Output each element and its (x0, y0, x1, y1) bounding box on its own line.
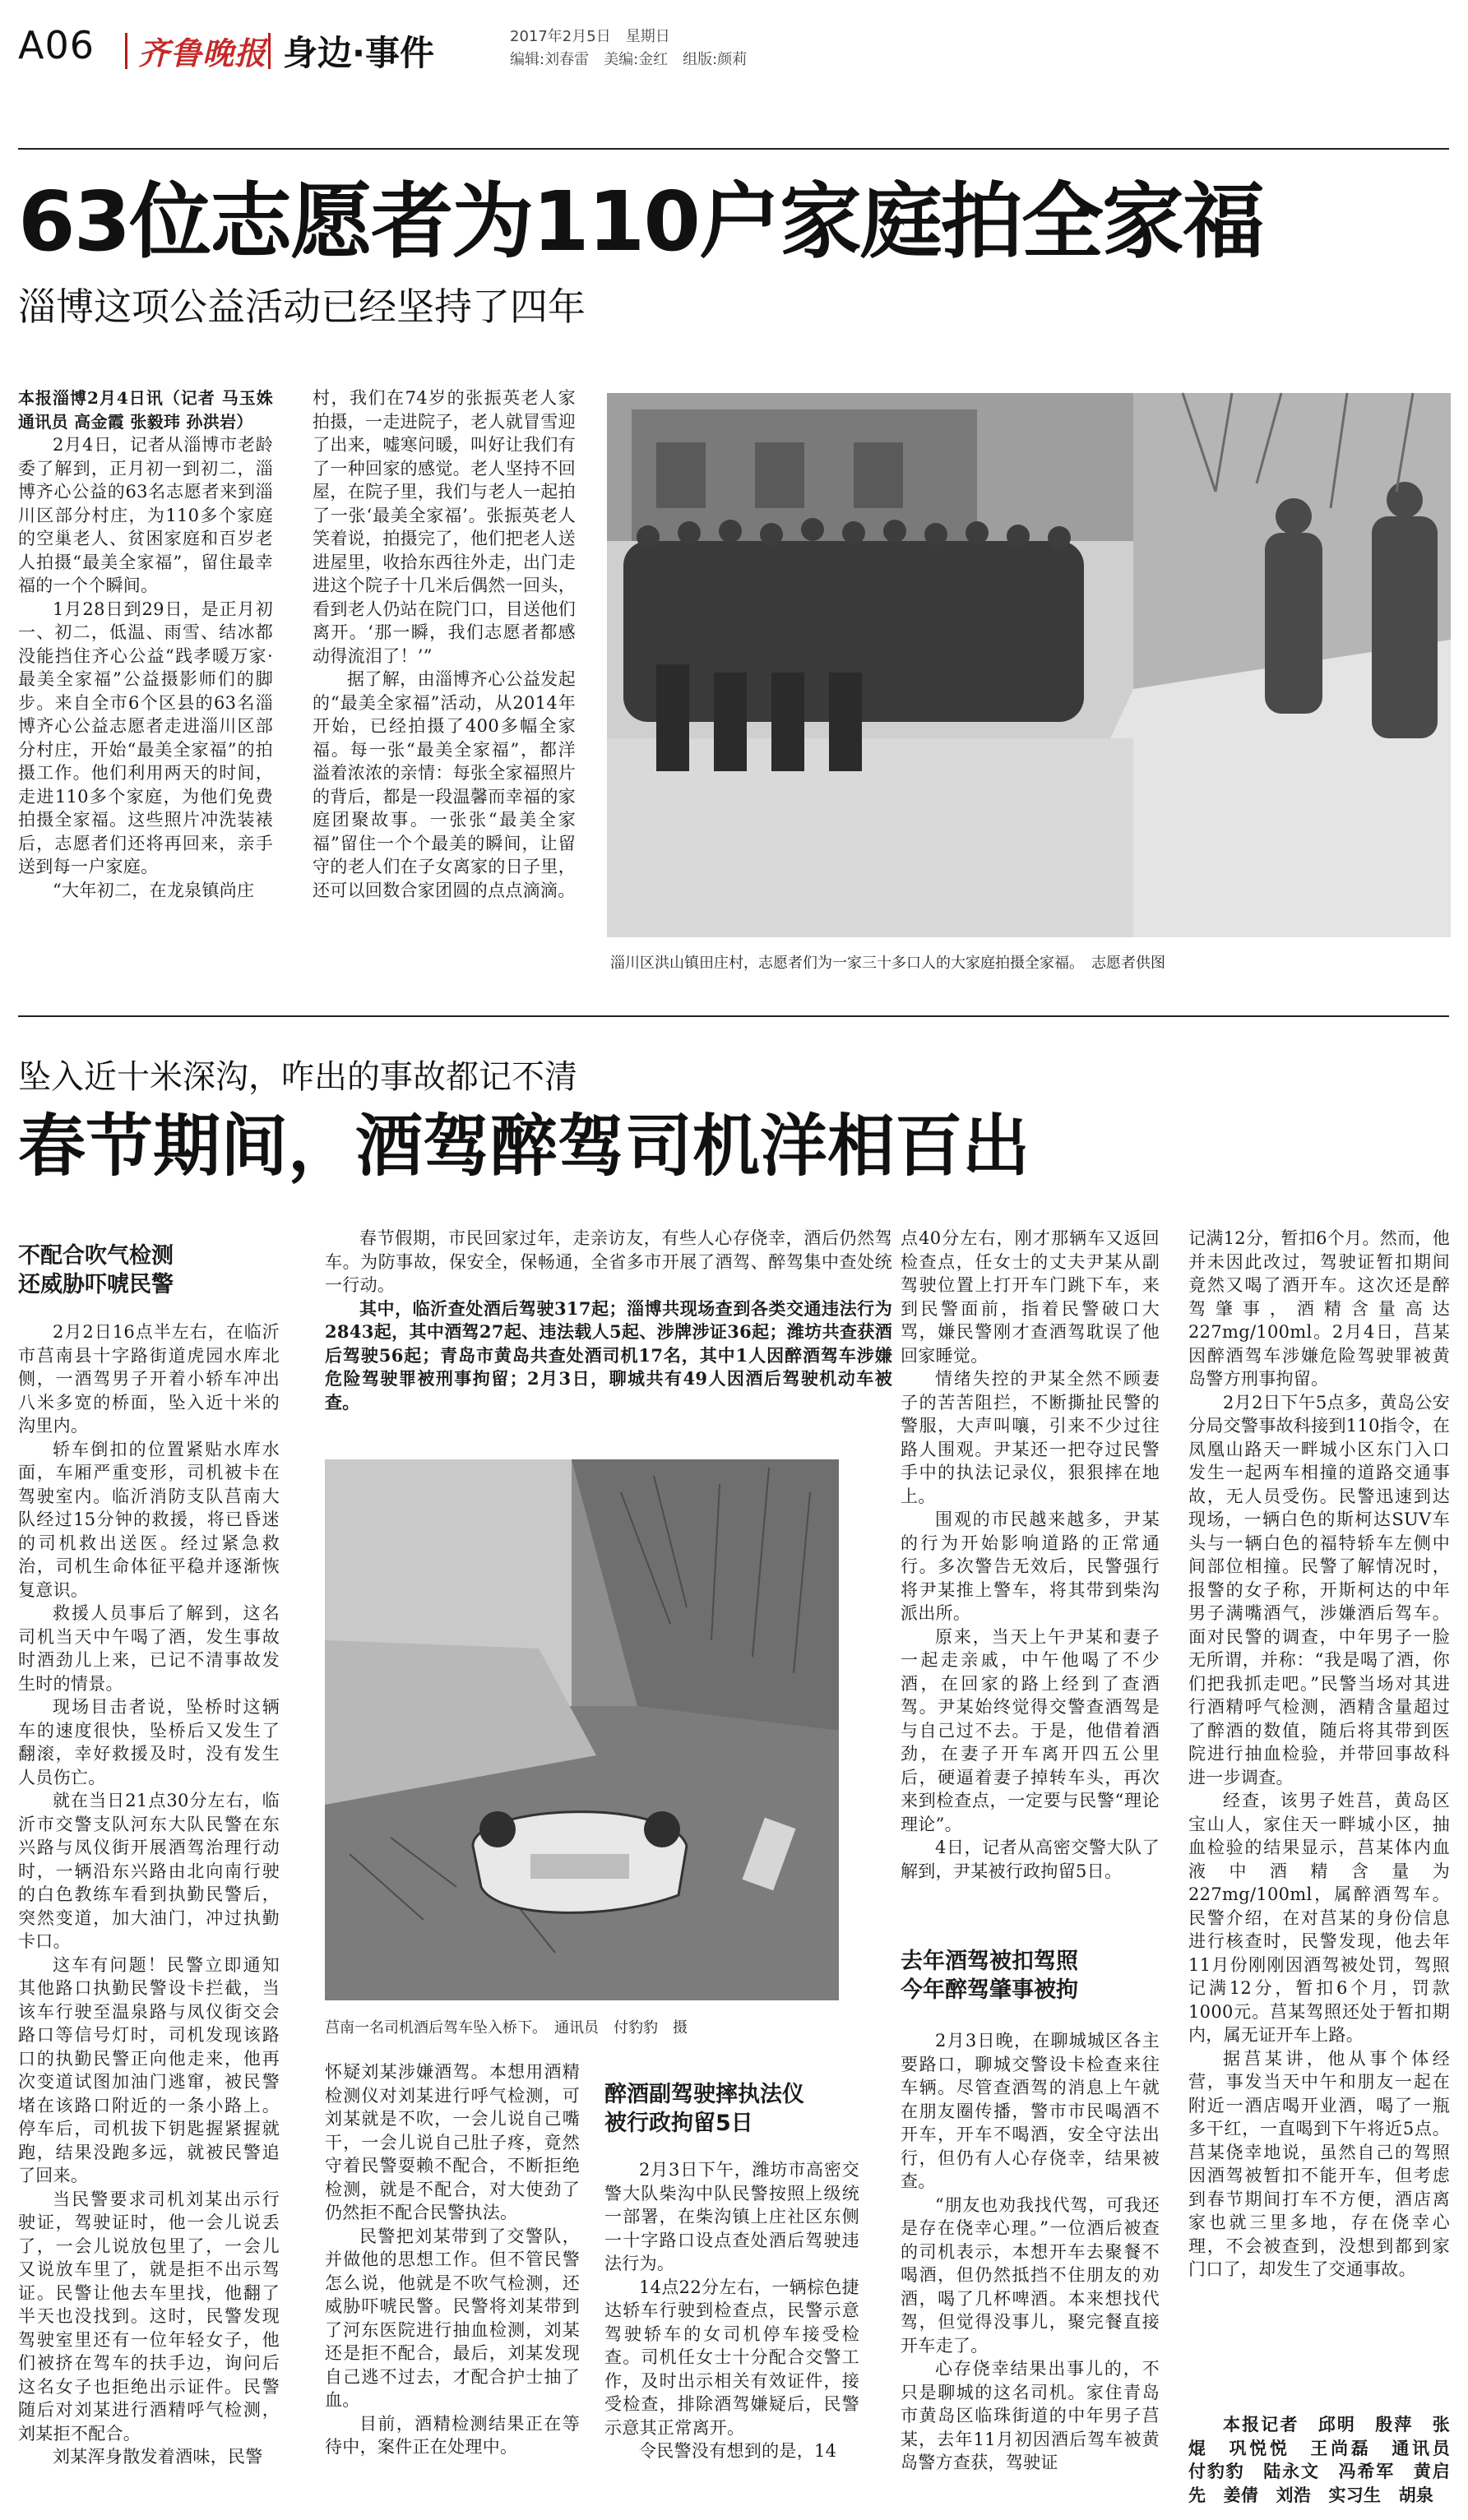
section-name: 身边·事件 (283, 33, 434, 73)
page-number: A06 (18, 23, 95, 67)
story2-column-a (18, 1320, 280, 2508)
crash-photo (325, 1459, 839, 2000)
paragraph: 据了解，由淄博齐心公益发起的“最美全家福”活动，从2014年开始，已经拍摄了400多幅全家福。每一张“最美全家福”，都洋溢着浓浓的亲情：每张全家福照片的背后，都是一段温馨而幸福的家庭团聚故事。一张张“最美全家福”留住一个个最美的瞬间，让留守的老人们在子女离家的日子里，还可以回数合家团圆的点点滴滴。 (313, 669, 576, 900)
story2-column-d (901, 1227, 1160, 1983)
paragraph: 1月28日到29日，是正月初一、初二，低温、雨雪、结冰都没能挡住齐心公益“践孝暖万家·最美全家福”公益摄影师们的脚步。来自全市6个区县的63名淄博齐心公益志愿者走进淄川区部分村庄，开始“最美全家福”的拍摄工作。他们利用两天的时间，走进110多个家庭，为他们免费拍摄全家福。这些照片冲洗装裱后，志愿者们还将再回来，亲手送到每一户家庭。 (18, 599, 273, 876)
paragraph: 村，我们在74岁的张振英老人家拍摄，一走进院子，老人就冒雪迎了出来，嘘寒问暖，叫好让我们有了一种回家的感觉。老人坚持不回屋，在院子里，我们与老人一起拍了一张‘最美全家福’。张振英老人笑着说，拍摄完了，他们把老人送进屋里，收拾东西往外走，出门走进这个院子十几米后偶然一回头，看到老人仍站在院门口，目送他们离开。‘那一瞬，我们志愿者都感动得流泪了！’” (313, 388, 576, 666)
paragraph: 2月4日，记者从淄博市老龄委了解到，正月初一到初二，淄博齐心公益的63名志愿者来到淄川区部分村庄，为110多个家庭的空巢老人、贫困家庭和百岁老人拍摄“最美全家福”，留住最幸福的一个个瞬间。 (18, 435, 273, 595)
paragraph: 目前，酒精检测结果正在等待中，案件正在处理中。 (325, 2413, 580, 2457)
stats-paragraph: 其中，临沂查处酒后驾驶317起；淄博共现场查到各类交通违法行为2843起，其中酒驾27起、违法载人5起、涉牌涉证36起；潍坊共查获酒后驾驶56起；青岛市黄岛共查处酒司机17名，其中1人因醉酒驾车涉嫌危险驾驶罪被刑事拘留；2月3日，聊城共有49人因酒后驾驶机动车被查。 (325, 1297, 892, 1413)
subhead-passenger-detained: 醉酒副驾驶摔执法仪 被行政拘留5日 (604, 2082, 804, 2136)
paragraph: “大年初二，在龙泉镇尚庄 (53, 880, 255, 900)
story2-column-b (325, 2060, 580, 2508)
issue-date: 2017年2月5日 星期日 (510, 28, 670, 45)
story1-byline: 本报淄博2月4日讯（记者 马玉姝 通讯员 高金霞 张毅玮 孙洪岩） (18, 388, 273, 432)
paragraph: 刘某浑身散发着酒味，民警 (53, 2447, 263, 2467)
story1-column-2 (313, 386, 576, 978)
family-portrait-photo (607, 393, 1451, 937)
story1-subhead: 淄博这项公益活动已经坚持了四年 (18, 284, 586, 329)
paragraph: 当民警要求司机刘某出示行驶证，驾驶证时，他一会儿说丢了，一会儿说放包里了，一会儿又说放车里了，就是拒不出示驾证。民警让他去车里找，他翻了半天也没找到。这时，民警发现驾驶室里还有一位年轻女子，他们被挤在驾车的扶手边，询问后这名女子也拒绝出示证件。民警随后对刘某进行酒精呼气检测，刘某拒不配合。 (18, 2189, 280, 2444)
story1-column-1 (18, 386, 273, 978)
paragraph: 这车有问题！民警立即通知其他路口执勤民警设卡拦截，当该车行驶至温泉路与凤仪街交会路口等信号灯时，司机发现该路口的执勤民警正向他走来，他再次变道试图加油门逃窜，被民警堵在该路口附近的一条小路上。停车后，司机拔下钥匙握紧握就跑，结果没跑多远，就被民警追了回来。 (18, 1954, 280, 2185)
paragraph: 围观的市民越来越多，尹某的行为开始影响道路的正常通行。多次警告无效后，民警强行将尹某推上警车，将其带到柴沟派出所。 (901, 1510, 1160, 1623)
paragraph: “朋友也劝我找代驾，可我还是存在侥幸心理。”一位酒后被查的司机表示，本想开车去聚餐不喝酒，但仍然抵挡不住朋友的劝酒，喝了几杯啤酒。本来想找代驾，但觉得没事儿，聚完餐直接开车走了。 (901, 2194, 1160, 2356)
story2-column-f (1188, 1227, 1450, 2411)
story1-photo-caption: 淄川区洪山镇田庄村，志愿者们为一家三十多口人的大家庭拍摄全家福。 志愿者供图 (610, 955, 1165, 972)
paragraph: 2月3日下午，潍坊市高密交警大队柴沟中队民警按照上级统一部署，在柴沟镇上庄社区东侧一十字路口设点查处酒后驾驶违法行为。 (604, 2160, 859, 2273)
paragraph: 民警把刘某带到了交警队，并做他的思想工作。但不管民警怎么说，他就是不吹气检测，还威胁吓唬民警。民警将刘某带到了河东医院进行抽血检测，刘某还是拒不配合，最后，刘某发现自己逃不过去，才配合护士抽了血。 (325, 2226, 580, 2410)
paragraph: 现场目击者说，坠桥时这辆车的速度很快，坠桥后又发生了翻滚，幸好救援及时，没有发生人员伤亡。 (18, 1697, 280, 1787)
paragraph: 怀疑刘某涉嫌酒驾。本想用酒精检测仪对刘某进行呼气检测，可刘某就是不吹，一会儿说自己嘴干，一会儿说自己肚子疼，竟然守着民警耍赖不配合，不断拒绝检测，就是不配合，对大使劲了仍然拒不配合民警执法。 (325, 2062, 580, 2222)
paragraph: 情绪失控的尹某全然不顾妻子的苦苦阻拦，不断撕扯民警的警服，大声叫嚷，引来不少过往路人围观。尹某还一把夺过民警手中的执法记录仪，狠狠摔在地上。 (901, 1369, 1160, 1506)
story2-photo-caption: 莒南一名司机酒后驾车坠入桥下。 通讯员 付豹豹 摄 (325, 2019, 688, 2037)
story2-lead (325, 1227, 892, 1414)
header-rule (18, 148, 1449, 150)
paragraph: 经查，该男子姓莒，黄岛区宝山人，家住天一畔城小区，抽血检验的结果显示，莒某体内血液中酒精含量为227mg/100ml，属醉酒驾车。民警介绍，在对莒某的身份信息进行核查时，民警发现，他去年11月份刚刚因酒驾被处罚，驾照记满12分，暂扣6个月，罚款1000元。莒某驾照还处于暂扣期内，属无证开车上路。 (1188, 1791, 1450, 2045)
paragraph: 2月3日晚，在聊城城区各主要路口，聊城交警设卡检查来往车辆。尽管查酒驾的消息上午就在朋友圈传播，警市市民喝酒不开车，开车不喝酒，安全守法出行，但仍有人心存侥幸，结果被查。 (901, 2031, 1160, 2191)
subhead-repeat-offender: 去年酒驾被扣驾照 今年醉驾肇事被拘 (901, 1949, 1078, 2003)
editor-credits: 编辑:刘春雷 美编:金红 组版:颜莉 (510, 51, 748, 68)
paragraph: 心存侥幸结果出事儿的，不只是聊城的这名司机。家住青岛市黄岛区临珠街道的中年男子莒某，去年11月初因酒后驾车被黄岛警方查获，驾驶证 (901, 2359, 1160, 2472)
story2-column-c (604, 2158, 859, 2508)
paragraph: 令民警没有想到的是，14 (639, 2441, 837, 2461)
story2-column-e (901, 2029, 1160, 2510)
story2-reporters: 本报记者 邱明 殷萍 张焜 巩悦悦 王尚磊 通讯员 付豹豹 陆永文 冯希军 黄启先 姜倩 刘浩 实习生 胡泉 (1188, 2415, 1468, 2505)
paragraph: 就在当日21点30分左右，临沂市交警支队河东大队民警在东兴路与凤仪街开展酒驾治理行动时，一辆沿东兴路由北向南行驶的白色教练车看到执勤民警后，突然变道，加大油门，冲过执勤卡口。 (18, 1791, 280, 1951)
section-divider (18, 1015, 1449, 1017)
paragraph: 轿车倒扣的位置紧贴水库水面，车厢严重变形，司机被卡在驾驶室内。临沂消防支队莒南大队经过15分钟的救援，将已昏迷的司机救出送医。经过紧急救治，司机生命体征平稳并逐渐恢复意识。 (18, 1439, 280, 1600)
header-divider (125, 33, 127, 69)
paragraph: 点40分左右，刚才那辆车又返回检查点，任女士的丈夫尹某从副驾驶位置上打开车门跳下车，来到民警面前，指着民警破口大骂，嫌民警刚才查酒驾耽误了他回家睡觉。 (901, 1228, 1160, 1366)
paragraph: 据莒某讲，他从事个体经营，事发当天中午和朋友一起在附近一酒店喝开业酒，喝了一瓶多干红，一直喝到下午将近5点。莒某侥幸地说，虽然自己的驾照因酒驾被暂扣不能开车，但考虑到春节期间打车不方便，酒店离家也就三里多地，存在侥幸心理，不会被查到，没想到都到家门口了，却发生了交通事故。 (1188, 2048, 1450, 2279)
paragraph: 原来，当天上午尹某和妻子一起走亲戚，中午他喝了不少酒，在回家的路上经到了查酒驾。尹某始终觉得交警查酒驾是与自己过不去。于是，他借着酒劲，在妻子开车离开四五公里后，硬逼着妻子掉转车头，再次来到检查点，一定要与民警“理论理论”。 (901, 1626, 1160, 1834)
story2-headline: 春节期间，酒驾醉驾司机洋相百出 (18, 1107, 1030, 1186)
paragraph: 2月2日下午5点多，黄岛公安分局交警事故科接到110指令，在凤凰山路天一畔城小区东门入口发生一起两车相撞的道路交通事故，无人员受伤。民警迅速到达现场，一辆白色的斯柯达SUV车头与一辆白色的福特轿车左侧中间部位相撞。民警了解情况时，报警的女子称，开斯柯达的中年男子满嘴酒气，涉嫌酒后驾车。面对民警的调查，中年男子一脸无所谓，并称：“我是喝了酒，你们把我抓走吧。”民警当场对其进行酒精呼气检测，酒精含量超过了醉酒的数值，随后将其带到医院进行抽血检验，并带回事故科进一步调查。 (1188, 1392, 1450, 1787)
story2-kicker: 坠入近十米深沟，咋出的事故都记不清 (18, 1058, 577, 1096)
paragraph: 14点22分左右，一辆棕色捷达轿车行驶到检查点，民警示意驾驶轿车的女司机停车接受检查。司机任女士十分配合交警工作，及时出示相关有效证件，接受检查，排除酒驾嫌疑后，民警示意其正常离开。 (604, 2277, 859, 2438)
paragraph: 2月2日16点半左右，在临沂市莒南县十字路街道虎园水库北侧，一酒驾男子开着小轿车冲出八米多宽的桥面，坠入近十米的沟里内。 (18, 1322, 280, 1436)
header-divider-2 (268, 33, 271, 69)
paragraph: 4日，记者从高密交警大队了解到，尹某被行政拘留5日。 (901, 1838, 1160, 1881)
paragraph: 记满12分，暂扣6个月。然而，他并未因此改过，驾驶证暂扣期间竟然又喝了酒开车。这次还是醉驾肇事，酒精含量高达227mg/100ml。2月4日，莒某因醉酒驾车涉嫌危险驾驶罪被黄岛警方刑事拘留。 (1188, 1228, 1450, 1389)
lead-paragraph: 春节假期，市民回家过年，走亲访友，有些人心存侥幸，酒后仍然驾车。为防事故，保安全，保畅通，全省多市开展了酒驾、醉驾集中查处统一行动。 (325, 1228, 892, 1295)
paragraph: 救援人员事后了解到，这名司机当天中午喝了酒，发生事故时酒劲儿上来，已记不清事故发生时的情景。 (18, 1603, 280, 1694)
subhead-refuse-test: 不配合吹气检测 还威胁吓唬民警 (18, 1243, 174, 1297)
story1-headline: 63位志愿者为110户家庭拍全家福 (18, 173, 1263, 270)
paper-logo: 齐鲁晚报 (138, 35, 267, 72)
